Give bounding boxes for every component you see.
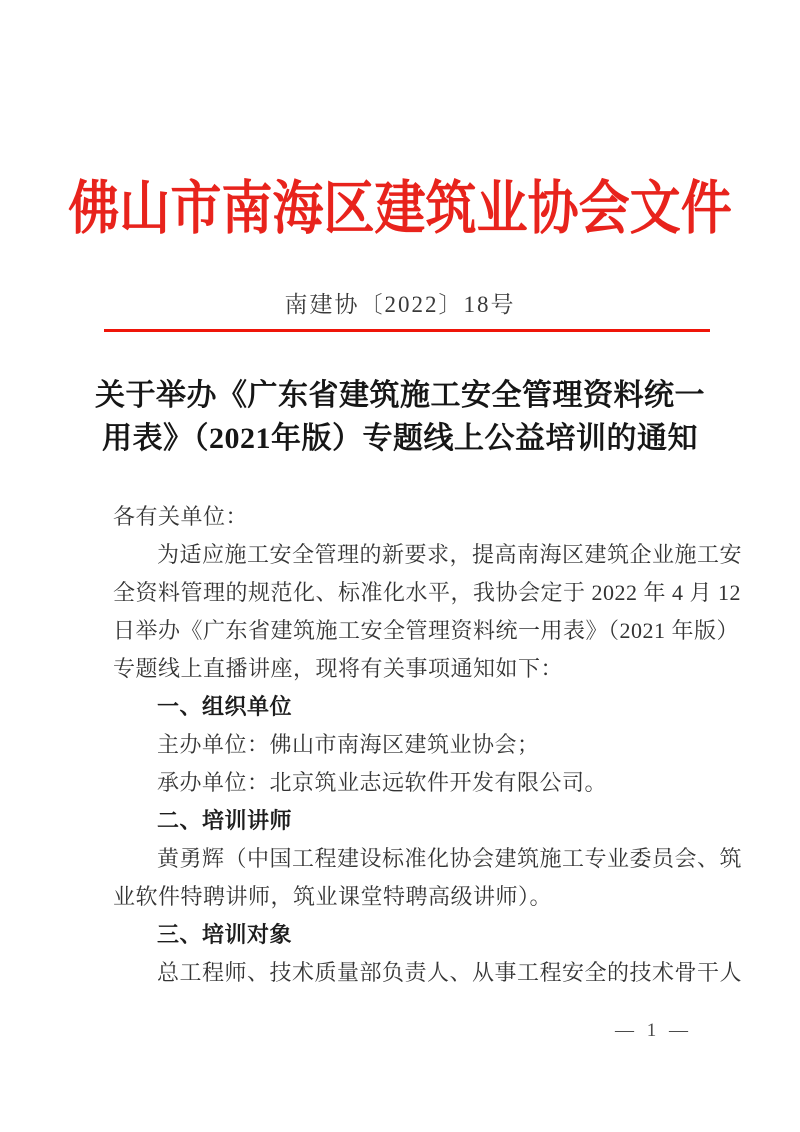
letterhead-red-divider xyxy=(104,329,710,332)
body-line: 承办单位：北京筑业志远软件开发有限公司。 xyxy=(157,770,608,795)
body-line: 专题线上直播讲座，现将有关事项通知如下： xyxy=(113,656,564,681)
document-title-line: 关于举办《广东省建筑施工安全管理资料统一 xyxy=(95,379,705,412)
document-body xyxy=(113,498,743,992)
section-heading: 一、组织单位 xyxy=(157,694,293,719)
salutation-line: 各有关单位： xyxy=(113,504,249,529)
body-line: 总工程师、技术质量部负责人、从事工程安全的技术骨干人 xyxy=(157,960,743,985)
document-title-line: 用表》（2021年版）专题线上公益培训的通知 xyxy=(102,422,698,455)
section-heading: 三、培训对象 xyxy=(157,922,293,947)
letterhead-org-title-text: 佛山市南海区建筑业协会文件 xyxy=(68,176,732,241)
document-title xyxy=(0,374,800,460)
letterhead-org-title xyxy=(0,178,800,240)
document-reference-number: 南建协〔2022〕18号 xyxy=(284,292,516,317)
section-heading: 二、培训讲师 xyxy=(157,808,293,833)
body-line: 主办单位：佛山市南海区建筑业协会； xyxy=(157,732,540,757)
body-line: 业软件特聘讲师，筑业课堂特聘高级讲师）。 xyxy=(113,884,553,909)
body-line: 日举办《广东省建筑施工安全管理资料统一用表》（2021 年版） xyxy=(113,618,740,643)
body-line: 黄勇辉（中国工程建设标准化协会建筑施工专业委员会、筑 xyxy=(157,846,743,871)
body-line: 为适应施工安全管理的新要求，提高南海区建筑企业施工安 xyxy=(157,542,743,567)
page-number: — 1 — xyxy=(615,1020,692,1041)
body-line: 全资料管理的规范化、标准化水平，我协会定于 2022 年 4 月 12 xyxy=(113,580,742,605)
